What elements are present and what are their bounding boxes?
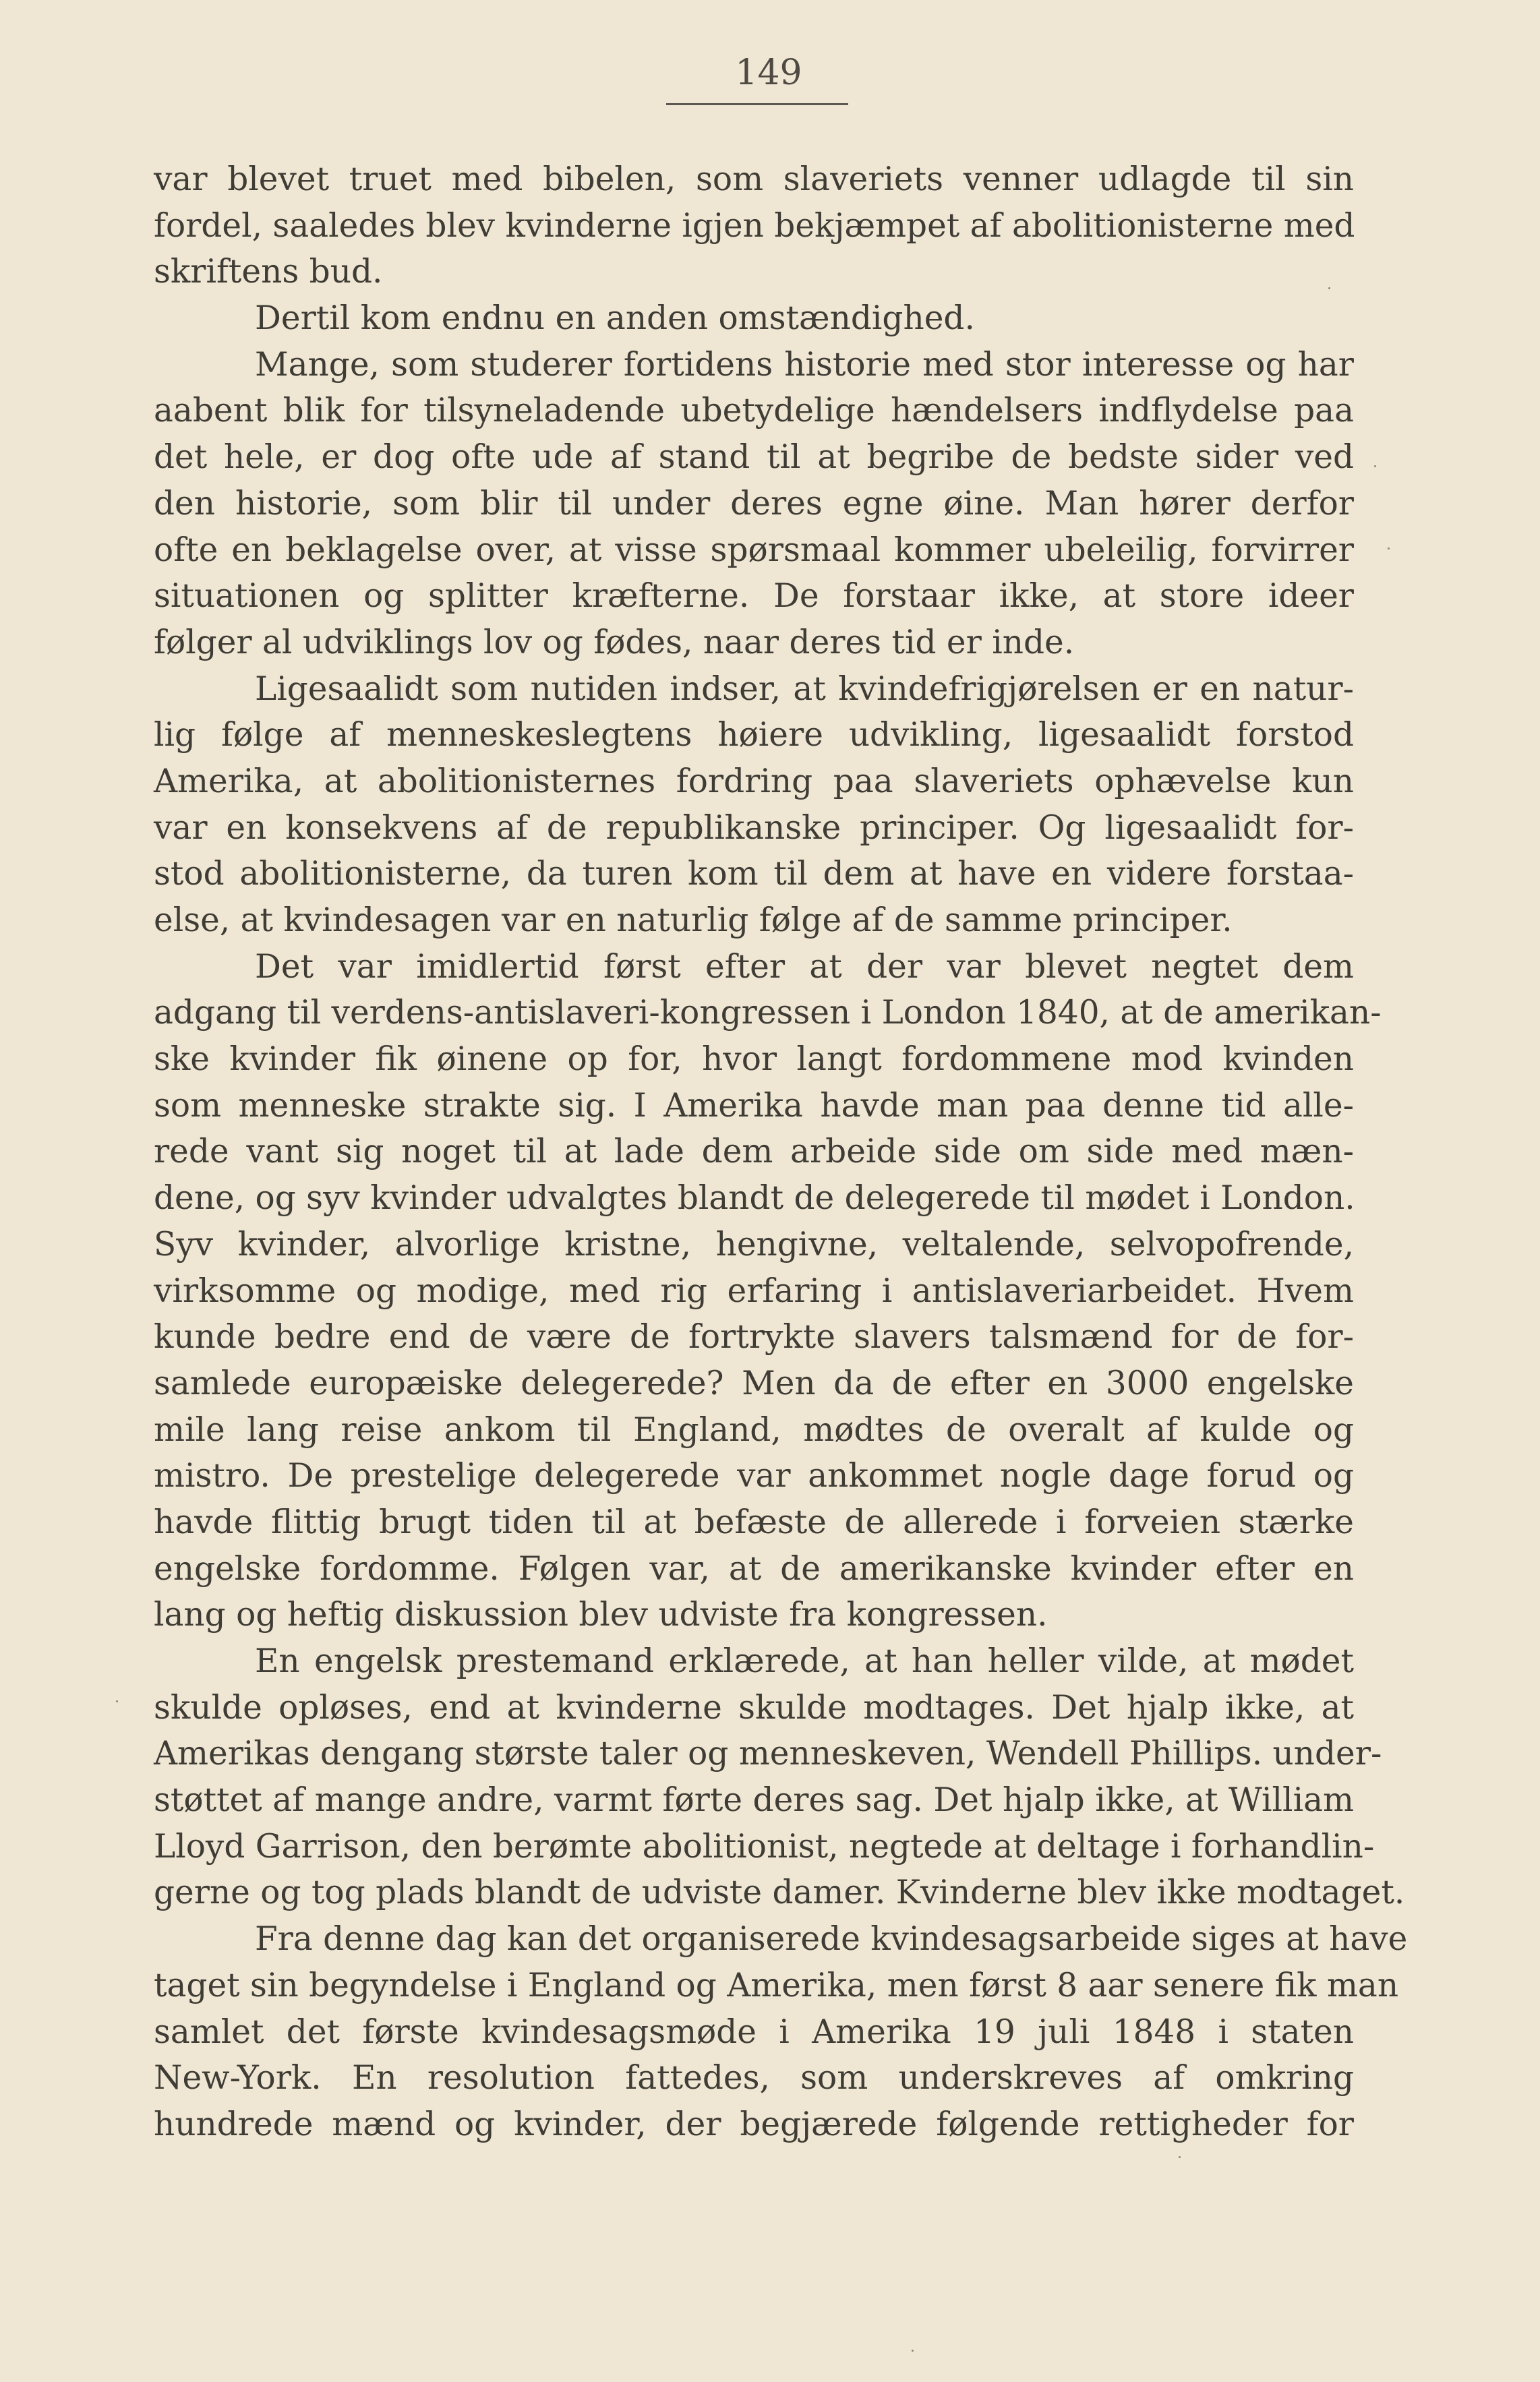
text-line: Dertil kom endnu en anden omstændighed. [255,299,975,338]
text-line: situationen og splitter kræfterne. De forstaar ikke, at store ideer [154,577,1354,616]
text-line: mile lang reise ankom til England, mødtes de overalt af kulde og [154,1410,1354,1449]
text-line: fordel, saaledes blev kvinderne igjen bekjæmpet af abolitionisterne med [154,206,1355,245]
page-number-rule [666,103,848,105]
paper-speck [1328,287,1330,289]
text-line: støttet af mange andre, varmt førte deres sag. Det hjalp ikke, at William [154,1781,1354,1820]
text-line: adgang til verdens-antislaveri-kongressen i London 1840, at de amerikan- [154,994,1382,1032]
paper-speck [1179,2156,1181,2158]
text-line: samlet det første kvindesagsmøde i Amerika 19 juli 1848 i staten [154,2013,1354,2051]
text-line: Det var imidlertid først efter at der var blevet negtet dem [255,947,1354,986]
paper-speck [912,2350,914,2352]
paper-speck [1374,465,1376,467]
text-line: den historie, som blir til under deres egne øine. Man hører derfor [154,484,1354,523]
text-line: dene, og syv kvinder udvalgtes blandt de delegerede til mødet i London. [154,1179,1355,1218]
text-line: havde flittig brugt tiden til at befæste de allerede i forveien stærke [154,1503,1354,1541]
body-text [154,156,1408,2148]
text-line: skriftens bud. [154,253,383,291]
text-line: gerne og tog plads blandt de udviste damer. Kvinderne blev ikke modtaget. [154,1874,1405,1912]
text-line: følger al udviklings lov og fødes, naar deres tid er inde. [154,623,1075,661]
text-line: stod abolitionisterne, da turen kom til dem at have en videre forstaa- [154,855,1354,893]
text-line: engelske fordomme. Følgen var, at de amerikanske kvinder efter en [154,1549,1354,1588]
text-line: som menneske strakte sig. I Amerika havde man paa denne tid alle- [154,1086,1354,1125]
text-line: Syv kvinder, alvorlige kristne, hengivne, veltalende, selvopofrende, [154,1225,1354,1263]
text-line: Mange, som studerer fortidens historie med stor interesse og har [255,345,1354,384]
text-line: lig følge af menneskeslegtens høiere udvikling, ligesaalidt forstod [154,716,1354,754]
text-line: Ligesaalidt som nutiden indser, at kvindefrigjørelsen er en natur- [255,669,1354,708]
text-line: var en konsekvens af de republikanske principer. Og ligesaalidt for- [154,808,1354,847]
text-line: New-York. En resolution fattedes, som underskreves af omkring [154,2059,1354,2097]
text-line: Lloyd Garrison, den berømte abolitionist, negtede at deltage i forhandlin- [154,1827,1375,1866]
text-line: skulde opløses, end at kvinderne skulde modtages. Det hjalp ikke, at [154,1688,1354,1727]
text-line: Amerikas dengang største taler og menneskeven, Wendell Phillips. under- [154,1735,1382,1773]
page-number: 149 [735,53,802,93]
text-line: aabent blik for tilsyneladende ubetydelige hændelsers indflydelse paa [154,392,1354,430]
text-line: ske kvinder fik øinene op for, hvor langt fordommene mod kvinden [154,1040,1354,1079]
text-line: det hele, er dog ofte ude af stand til at begribe de bedste sider ved [154,438,1354,477]
text-line: rede vant sig noget til at lade dem arbeide side om side med mæn- [154,1133,1354,1171]
text-line: kunde bedre end de være de fortrykte slavers talsmænd for de for- [154,1318,1354,1357]
text-line: var blevet truet med bibelen, som slaveriets venner udlagde til sin [154,160,1354,198]
text-line: Amerika, at abolitionisternes fordring paa slaveriets ophævelse kun [154,762,1354,800]
text-line: taget sin begyndelse i England og Amerika, men først 8 aar senere fik man [154,1966,1399,2004]
text-line: En engelsk prestemand erklærede, at han heller vilde, at mødet [255,1642,1354,1680]
text-line: virksomme og modige, med rig erfaring i antislaveriarbeidet. Hvem [154,1272,1354,1310]
text-line: Fra denne dag kan det organiserede kvindesagsarbeide siges at have [255,1920,1408,1959]
text-line: hundrede mænd og kvinder, der begjærede følgende rettigheder for [154,2105,1354,2143]
paper-speck [116,1700,118,1702]
paper-speck [1388,547,1390,549]
text-line: samlede europæiske delegerede? Men da de efter en 3000 engelske [154,1364,1354,1402]
text-line: lang og heftig diskussion blev udviste fra kongressen. [154,1596,1048,1634]
text-line: mistro. De prestelige delegerede var ankommet nogle dage forud og [154,1457,1354,1495]
text-line: else, at kvindesagen var en naturlig følge af de samme principer. [154,901,1233,939]
text-line: ofte en beklagelse over, at visse spørsmaal kommer ubeleilig, forvirrer [154,531,1354,569]
